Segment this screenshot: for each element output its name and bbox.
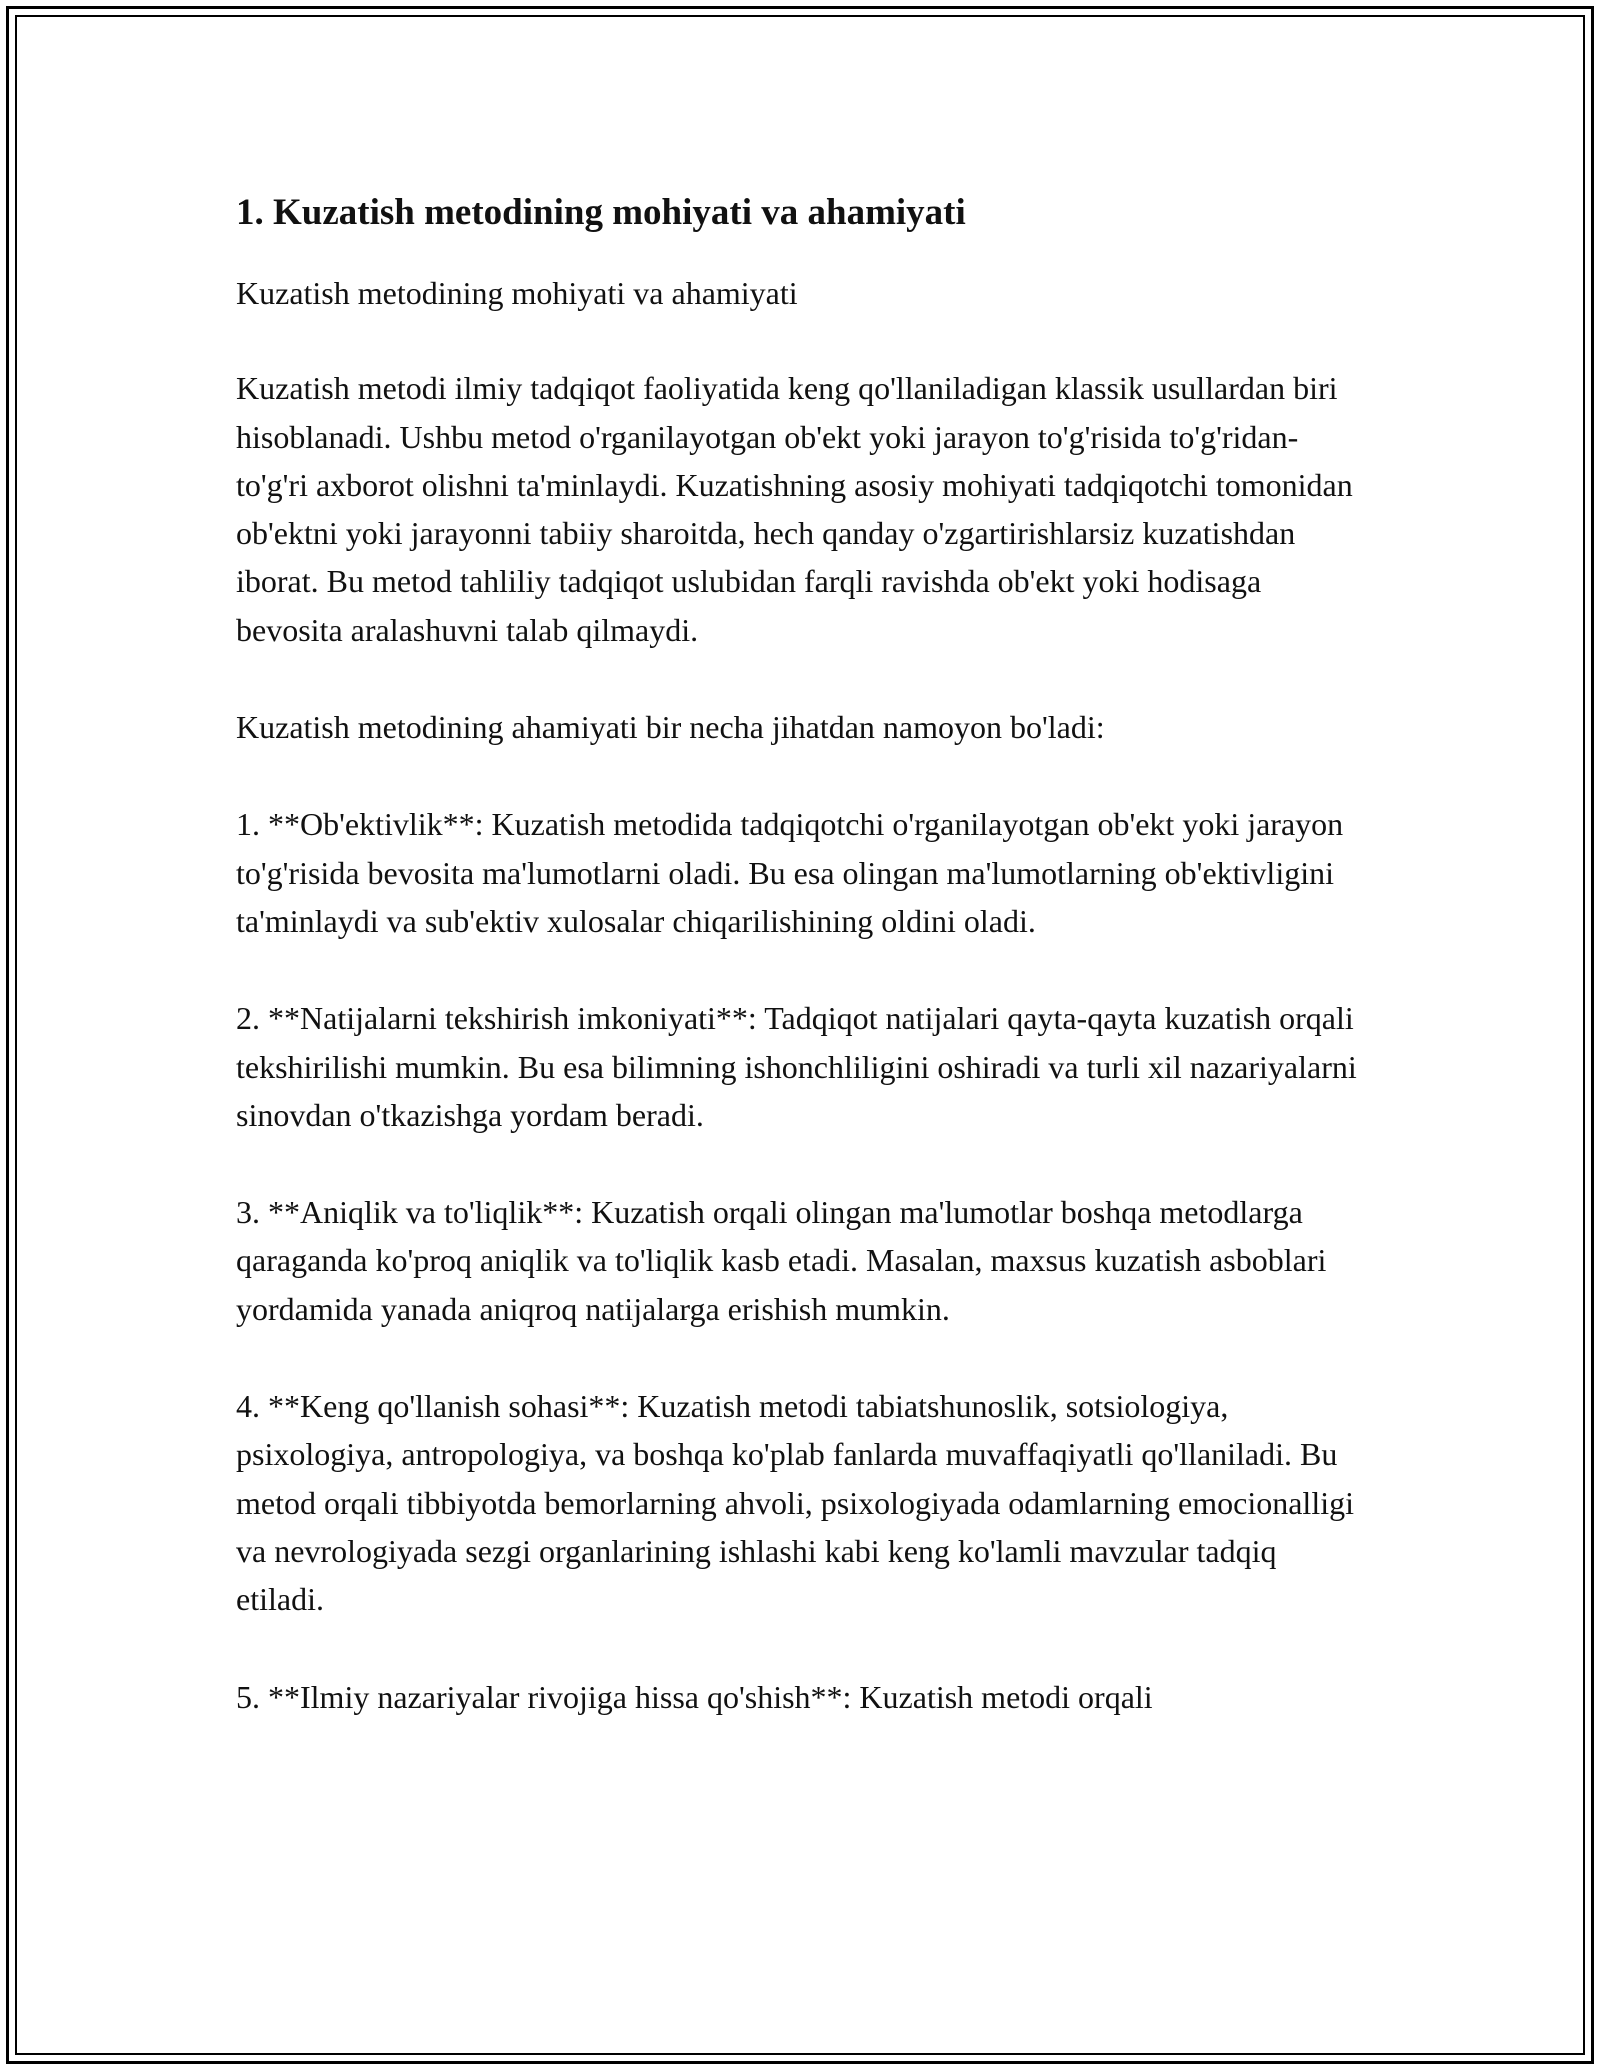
list-item-5: 5. **Ilmiy nazariyalar rivojiga hissa qo'shish**: Kuzatish metodi orqali [236, 1678, 1153, 1715]
list-item-1: 1. **Ob'ektivlik**: Kuzatish metodida tadqiqotchi o'rganilayotgan ob'ekt yoki jarayon to'g'risida bevosita ma'lumotlarni oladi. Bu esa olingan ma'lumotlarning ob'ektivligini ta'minlaydi va sub'ektiv xulosalar chiqarilishining oldini oladi. [236, 806, 1344, 939]
paragraph-importance-lead: Kuzatish metodining ahamiyati bir necha jihatdan namoyon bo'ladi: [236, 709, 1105, 746]
document-body [236, 185, 1366, 1770]
list-item-4: 4. **Keng qo'llanish sohasi**: Kuzatish metodi tabiatshunoslik, sotsiologiya, psixologiya, antropologiya, va boshqa ko'plab fanlarda muvaffaqiyatli qo'llaniladi. Bu metod orqali tibbiyotda bemorlarning ahvoli, psixologiyada odamlarning emocionalligi va nevrologiyada sezgi organlarining ishlashi kabi keng ko'lamli mavzular tadqiq etiladi. [236, 1388, 1354, 1618]
section-heading: 1. Kuzatish metodining mohiyati va ahamiyati [236, 192, 966, 233]
list-item-2: 2. **Natijalarni tekshirish imkoniyati**: Tadqiqot natijalari qayta-qayta kuzatish orqali tekshirilishi mumkin. Bu esa bilimning ishonchliligini oshiradi va turli xil nazariyalarni sinovdan o'tkazishga yordam beradi. [236, 1000, 1357, 1133]
section-subtitle: Kuzatish metodining mohiyati va ahamiyati [236, 275, 798, 311]
list-item-3: 3. **Aniqlik va to'liqlik**: Kuzatish orqali olingan ma'lumotlar boshqa metodlarga qaraganda ko'proq aniqlik va to'liqlik kasb etadi. Masalan, maxsus kuzatish asboblari yordamida yanada aniqroq natijalarga erishish mumkin. [236, 1194, 1327, 1327]
paragraph-intro: Kuzatish metodi ilmiy tadqiqot faoliyatida keng qo'llaniladigan klassik usullardan biri hisoblanadi. Ushbu metod o'rganilayotgan ob'ekt yoki jarayon to'g'risida to'g'ridan-to'g'ri axborot olishni ta'minlaydi. Kuzatishning asosiy mohiyati tadqiqotchi tomonidan ob'ektni yoki jarayonni tabiiy sharoitda, hech qanday o'zgartirishlarsiz kuzatishdan iborat. Bu metod tahliliy tadqiqot uslubidan farqli ravishda ob'ekt yoki hodisaga bevosita aralashuvni talab qilmaydi. [236, 370, 1353, 648]
